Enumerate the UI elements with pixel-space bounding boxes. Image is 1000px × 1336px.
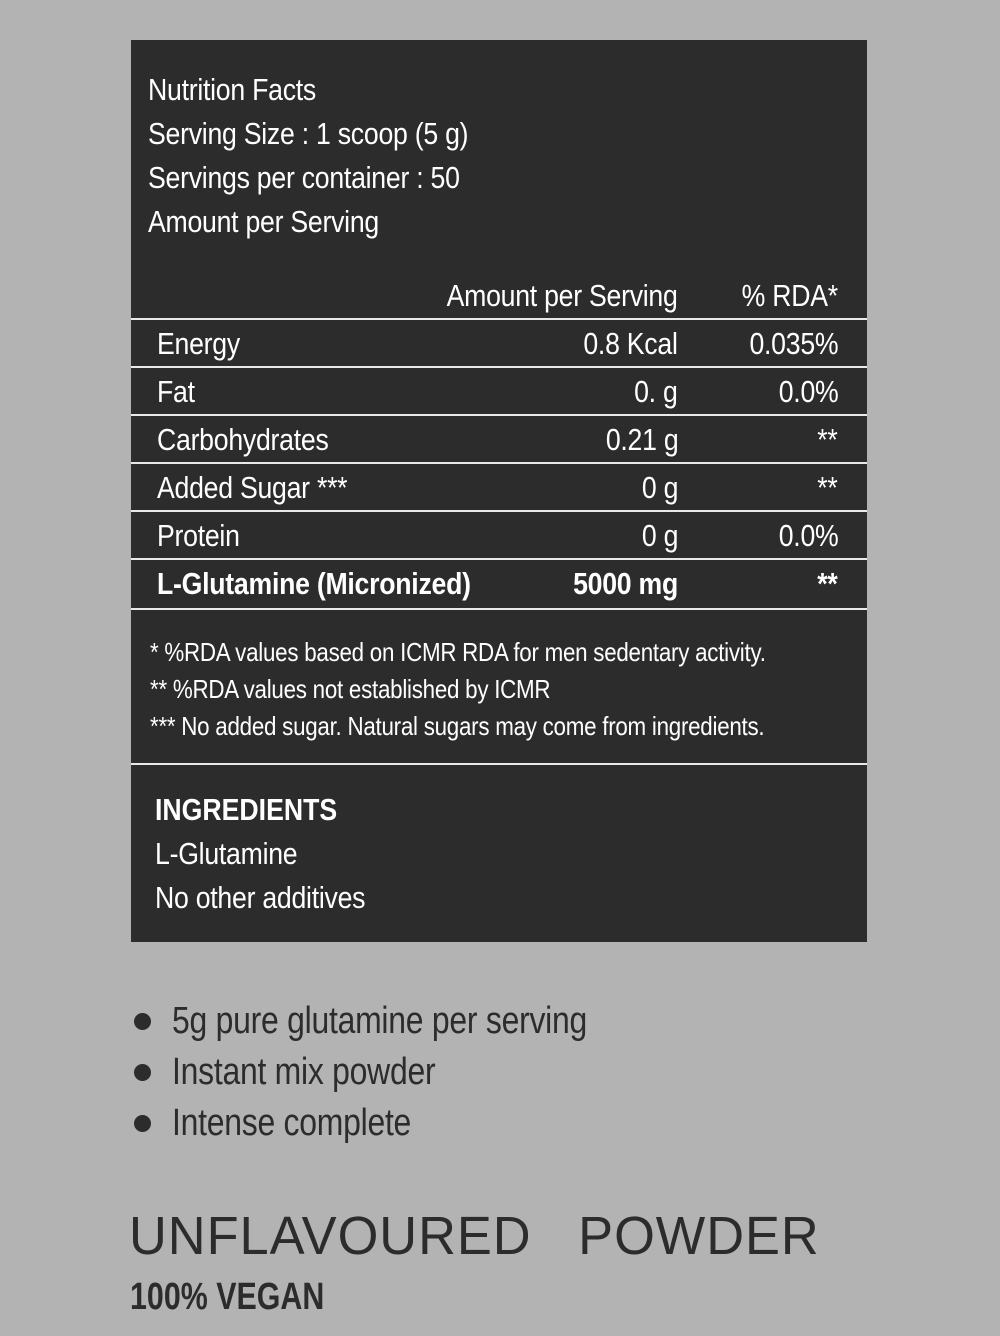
feature-text: Intense complete — [172, 1102, 412, 1144]
feature-text: Instant mix powder — [172, 1051, 436, 1093]
nutrition-title: Nutrition Facts — [148, 72, 316, 107]
ingredients-rule — [131, 763, 867, 765]
bullet-icon — [134, 1064, 151, 1081]
nutrition-header — [148, 68, 520, 244]
row-name: Carbohydrates — [157, 422, 329, 457]
ingredients-title: INGREDIENTS — [155, 792, 338, 827]
row-amount: 0.21 g — [605, 422, 678, 457]
footnote: *** No added sugar. Natural sugars may come from ingredients. — [150, 711, 765, 741]
row-rda: 0.0% — [778, 374, 838, 409]
table-row-fat — [131, 366, 867, 414]
row-rda: ** — [817, 566, 838, 601]
column-header-rda: % RDA* — [741, 278, 838, 313]
row-rda: ** — [817, 470, 838, 505]
ingredient-item: No other additives — [155, 880, 366, 915]
amount-per-serving-heading: Amount per Serving — [148, 204, 379, 239]
table-row-protein — [131, 510, 867, 558]
row-amount: 0. g — [634, 374, 678, 409]
row-name: Fat — [157, 374, 195, 409]
row-name: L-Glutamine (Micronized) — [157, 566, 471, 601]
row-rda: ** — [817, 422, 838, 457]
servings-per-container: Servings per container : 50 — [148, 160, 460, 195]
serving-size: Serving Size : 1 scoop (5 g) — [148, 116, 469, 151]
ingredient-item: L-Glutamine — [155, 836, 298, 871]
vegan-label: 100% VEGAN — [130, 1276, 325, 1318]
nutrition-panel — [131, 40, 867, 942]
row-amount: 5000 mg — [573, 566, 678, 601]
row-amount: 0 g — [641, 470, 678, 505]
footnote: ** %RDA values not established by ICMR — [150, 674, 551, 704]
bullet-icon — [134, 1013, 151, 1030]
table-row-added-sugar — [131, 462, 867, 510]
feature-text: 5g pure glutamine per serving — [172, 1000, 587, 1042]
row-name: Added Sugar *** — [157, 470, 348, 505]
footnotes — [150, 634, 866, 745]
row-name: Protein — [157, 518, 240, 553]
table-row-l-glutamine — [131, 558, 867, 606]
footnote: * %RDA values based on ICMR RDA for men sedentary activity. — [150, 637, 766, 667]
row-rda: 0.035% — [749, 326, 838, 361]
bullet-icon — [134, 1115, 151, 1132]
row-name: Energy — [157, 326, 240, 361]
row-amount: 0 g — [641, 518, 678, 553]
table-row-energy — [131, 318, 867, 366]
table-bottom-rule — [131, 608, 867, 610]
row-amount: 0.8 Kcal — [583, 326, 678, 361]
table-row-carbohydrates — [131, 414, 867, 462]
flavour-label: UNFLAVOURED POWDER — [129, 1206, 820, 1266]
ingredients-section — [155, 788, 399, 920]
column-header-amount: Amount per Serving — [447, 278, 678, 313]
row-rda: 0.0% — [778, 518, 838, 553]
